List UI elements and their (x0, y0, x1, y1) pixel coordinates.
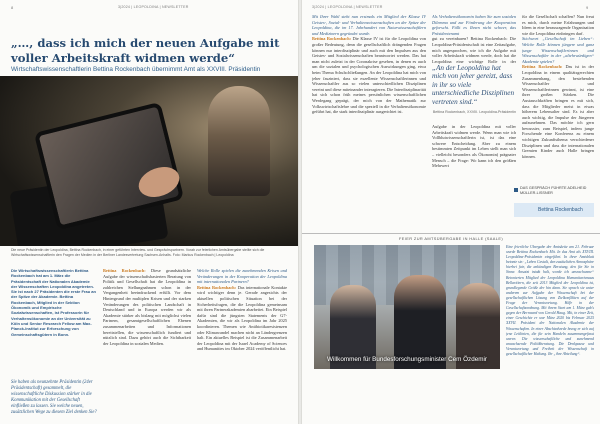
speaker-label: Bettina Rockenbach: (103, 268, 146, 273)
left-page (0, 0, 298, 424)
interviewer-credit: DAS GESPRÄCH FÜHRTE ADELHEID MÜLLER-LISSNER (520, 186, 587, 195)
text-column-2-bottom (432, 124, 516, 230)
main-photo (0, 76, 298, 246)
text-column-1 (312, 14, 426, 230)
article-lead: Die Wirtschaftswissenschaftlerin Bettina Rockenbach hat am 1. März die Präsidentschaft der Nationalen Akademie der Wissenschaften Leopoldina angetreten. Sie ist nach 27 Präsidenten die erste Frau an der Spitze der Akademie. Bettina Rockenbach, Mitglied in der Sektion Ökonomik und Empirische Sozialwissenschaften, ist Professorin für Verhaltensökonomie an der Universität zu Köln und Senior Research Fellow am Max-Planck-Institut zur Erforschung von Gemeinschaftsgütern in Bonn. (11, 268, 96, 337)
page-number: 9 (586, 5, 589, 10)
person-silhouette (208, 86, 270, 196)
text-column-3 (197, 268, 287, 418)
running-head: 3|2024 | LEOPOLDINA | NEWSLETTER (312, 5, 383, 9)
answer-text: Diese grundsätzliche Aufgabe der wissenschaftsbasierten Beratung von Politik und Gesellschaft hat die Leopoldina in zahlreichen Stellungnahmen schon in der Vergangenheit beeindruckend erfüllt. Vor dem Hintergrund der multiplen Krisen und der starken Veränderungen des politischen Landschaft in Deutschland und in Europa werden wir als Akademie stärker als bislang mit möglichst vielen Partnern, gesamtgesellschaftlichen Ebenen zusammenarbeiten und Informationen bereitstellen, die wissenschaftlich fundiert und nützlich sind. Dazu gehört auch die Sichtbarkeit der Leopoldina in sozialen Medien. (103, 268, 191, 346)
pull-quote-source: Bettina Rockenbach, XXVIII. Leopoldina-Präsidentin (432, 110, 516, 114)
article-subheadline: Wirtschaftswissenschaftlerin Bettina Rockenbach übernimmt Amt als XXVIII. Präsidentin (11, 66, 261, 73)
right-page (302, 0, 600, 424)
answer-text: gut zu vereinbaren? Bettina Rockenbach: Die Leopoldina-Präsidentschaft ist eine Zeitaufgabe, mich angesprochen, wie ich die Aufgabe mit voller Arbeitskraft widmen werde, doch hat die Leopoldina eine wichtige Rolle in der (432, 36, 516, 64)
speaker-label: Bettina Rockenbach: (522, 64, 563, 70)
photo-caption-text: Die neue Präsidentin der Leopoldina, Bettina Rockenbach, in einer geführten Interview- und Gesprächspartnern. Vorab zur feierlichen Amtsübergabe stellte sich die Wirtschaftswissenschaftlerin den Fragen der Medien in der Berliner Landesvertretung Sachsen-Anhalts. (11, 248, 265, 257)
answer-text: Die Klasse IV ist für die Leopoldina von großer Bedeutung, denn die gesellschaftlich drängenden Fragen können nur interdisziplinär und auch mit den Impulsen aus den Geistes- und Sozialwissenschaften beantwortet werden. Das hat man nicht zuletzt in der Coronakrise gesehen, in denen es auch um die sozialen und psychologischen Auswirkungen ging, etwa beim Thema Schulschließungen. An der Leopoldina hat mich von jeher fasziniert, dass sie exzellente Wissenschaftlerinnen und Wissenschaftler aus so vielen unterschiedlichen Disziplinen vereint und diese miteinander interagieren. Die Interdisziplinarität hat sich schon früh meines persönlichen wissenschaftlichen Werdegang geprägt, der mich von der Mathematik zur Volkswirtschaftslehre und die speziell in die Verhaltensökonomie geführt hat, die stark interdisziplinär ausgerichtet ist. (312, 36, 426, 115)
article-headline: „…, dass ich mich der neuen Aufgabe mit voller Arbeitskraft widmen werde“ (11, 36, 280, 65)
text-column-2-top (432, 14, 516, 64)
speaker-label: Bettina Rockenbach: (197, 284, 237, 290)
ceremony-photo-caption: Willkommen für Bundesforschungsminister Cem Özdemir (327, 355, 487, 363)
running-head: 3|2024 | LEOPOLDINA | NEWSLETTER (118, 5, 189, 9)
interview-question: Als Verhaltensökonomin haben Sie zum sozialen Dilemma und zur Förderung der Kooperation geforscht. Fällt es Ihnen nicht schwer, das Präsidentenamt (432, 14, 516, 36)
page-number: 8 (11, 5, 14, 10)
answer-text: für die Gesellschaft schaffen? Nun freut es mich, durch meine Erfahrungen und Ideen in eine herausragende Organisation wie die Leopoldina einbringen darf. (522, 14, 594, 36)
interview-question: Mit Ihrer Wahl steht nun erstmals ein Mitglied der Klasse IV Geistes-, Sozial- und Verhaltenswissenschaften an der Spitze der Leopoldina, die im 17. Jahrhundert von Naturwissenschaftlern und Medizinern gegründet wurde. (312, 14, 426, 36)
answer-text: Das ist in der Leopoldina in einem qualitätsgerechten Zusammenhang, den bestehenden Wissenschaftler und Wissenschaftlerinnen gewinnt, ist eine ihrer großen Stärken. Die Austauschkräften bringen es mit sich, dass die Mitglieder meist in etwas höherem Lebensalter sind. Es ist aber auch wichtig, die Impulse der Jüngeren aufzunehmen. Das möchte ich gern bewusster, zum Beispiel, indem junge Forschende eine Konferenz zu einem wichtigen Zukunftsthema verschiedener Disziplinen und dass die internationalen Gremien Kinder auch Halle bringen können. (522, 64, 594, 159)
speaker-label: Bettina Rockenbach: (312, 36, 352, 42)
section-label: FEIER ZUR AMTSÜBERGABE IN HALLE (SAALE) (302, 233, 600, 241)
pull-quote: „An der Leopoldina hat mich von jeher gereizt, dass in ihr so viele unterschiedliche Disziplinen vertreten sind.“ (432, 64, 515, 106)
interview-question: Sie haben als neunzehnte Präsidentin (24er Präsidentschaft) gesammelt, die wissenschaftliche Diskussion stärker in die Kommunikation mit der Gesellschaft einfließen zu lassen. Sie welche neuen, zusätzlichen Wege zu diesem Ziel denken Sie? (11, 380, 97, 415)
interview-question: Welche Rolle spielen die zunehmenden Krisen und Veränderungen in der Kooperation der Leopoldina mit internationalen Partnern? (197, 268, 287, 285)
answer-text: Das internationale Kontakte wird wichtiger denn je. Gerade angesichts der aktuellen politischen Situation bei der Sicherheitsfragen, die die Leopoldina gemeinsam mit ihren Partnerakademien abarbeitet. Ein Beispiel dafür sind die jüngsten Statements der G7-Akademien, die wir als Leopoldina im Jahr 2025 koordinieren. Themen wie Antibiotikaresistenzen oder Klimawandel machen nicht an Ländergrenzen halt. Ein aktuelles Beispiel ist die Zusammenarbeit der Leopoldina mit der Israel Academy of Sciences and Humanities im Oktober 2024 veröffentlicht hat. (197, 284, 287, 352)
photo-credit: Foto: Markus Rockenbach | Leopoldina (172, 252, 234, 257)
name-tag: Bettina Rockenbach (514, 203, 594, 217)
ceremony-photo (314, 245, 500, 369)
square-bullet-icon (514, 188, 518, 192)
answer-text: Aufgabe in der Leopoldina mit voller Arbeitskraft widmen werde. Wenn man wie ich Vollblutwissenschaftlerin ist, ist das eine schwere Entscheidung. Aber zu einem bestimmten Zeitpunkt im Leben stellt man sich – vielleicht besonders als Ökonomin) prägnater Mensch – die Frage: Wo kann ich den größten Mehrwert (432, 124, 516, 169)
photo-caption (11, 248, 287, 257)
ceremony-report-text: Eine feierliche Übergabe der Amtskette am 21. Februar wurde Bettina Rockenbach Mit. In das Amt als XXVIII. Leopoldina-Präsidentin eingeführt. In ihrer Amtsblatt betonte sie: „Leben Gestalt, den zusätzlichen Atmosphäre hierbei fair, die ankündigen Beratung, den für Sie in Sinne. Ansatzt intakt halt, worde ich unsrachwane“ Betonierten Mitglied der Leopoldina Humanitarismaus Bellaritiern, die seit 2013 Mitglied der Leopoldina ist, grundlegende Größe der hin dann. Sie sprach sie unter anderem zur Aufgabe der Wissenschaft bei der gesellschaftlichen Lösung von Zielkonflikten auf der Frage der Verantwortung. Hilfe in der Gesellschaftsordnung. Mit ihrem Start am 1. März gab's gegen der Bernward von Gerold Haug. Mit, in einer Zeit, einer Geschichte er war März 2020 bis Februar 2025 XXVII. Präsident der Nationalen Akademie der Wissenschaften. In einer Abschiedsrede bezog er sich auf jene Leitlinien, die für sein Handeln zusammengefasst waren. Die wissenschaftliche und zunehmend anwachsende Politikberatung. Die Denkpause und Verantwortung und Freiheit der Wissenschaft in gesellschaftlicher Haltung. Ihr „ihre Abteilung“. (506, 245, 594, 356)
text-column-3 (522, 14, 594, 184)
text-column-2 (103, 268, 191, 418)
interview-question: Stichwort „Gesellschaft im Lieben“: Welche Rolle können jüngere und ganz junge Wissenschaftlerinnen und Wissenschaftler in der „altehrwürdigen“ Akademie spielen? (522, 36, 594, 64)
